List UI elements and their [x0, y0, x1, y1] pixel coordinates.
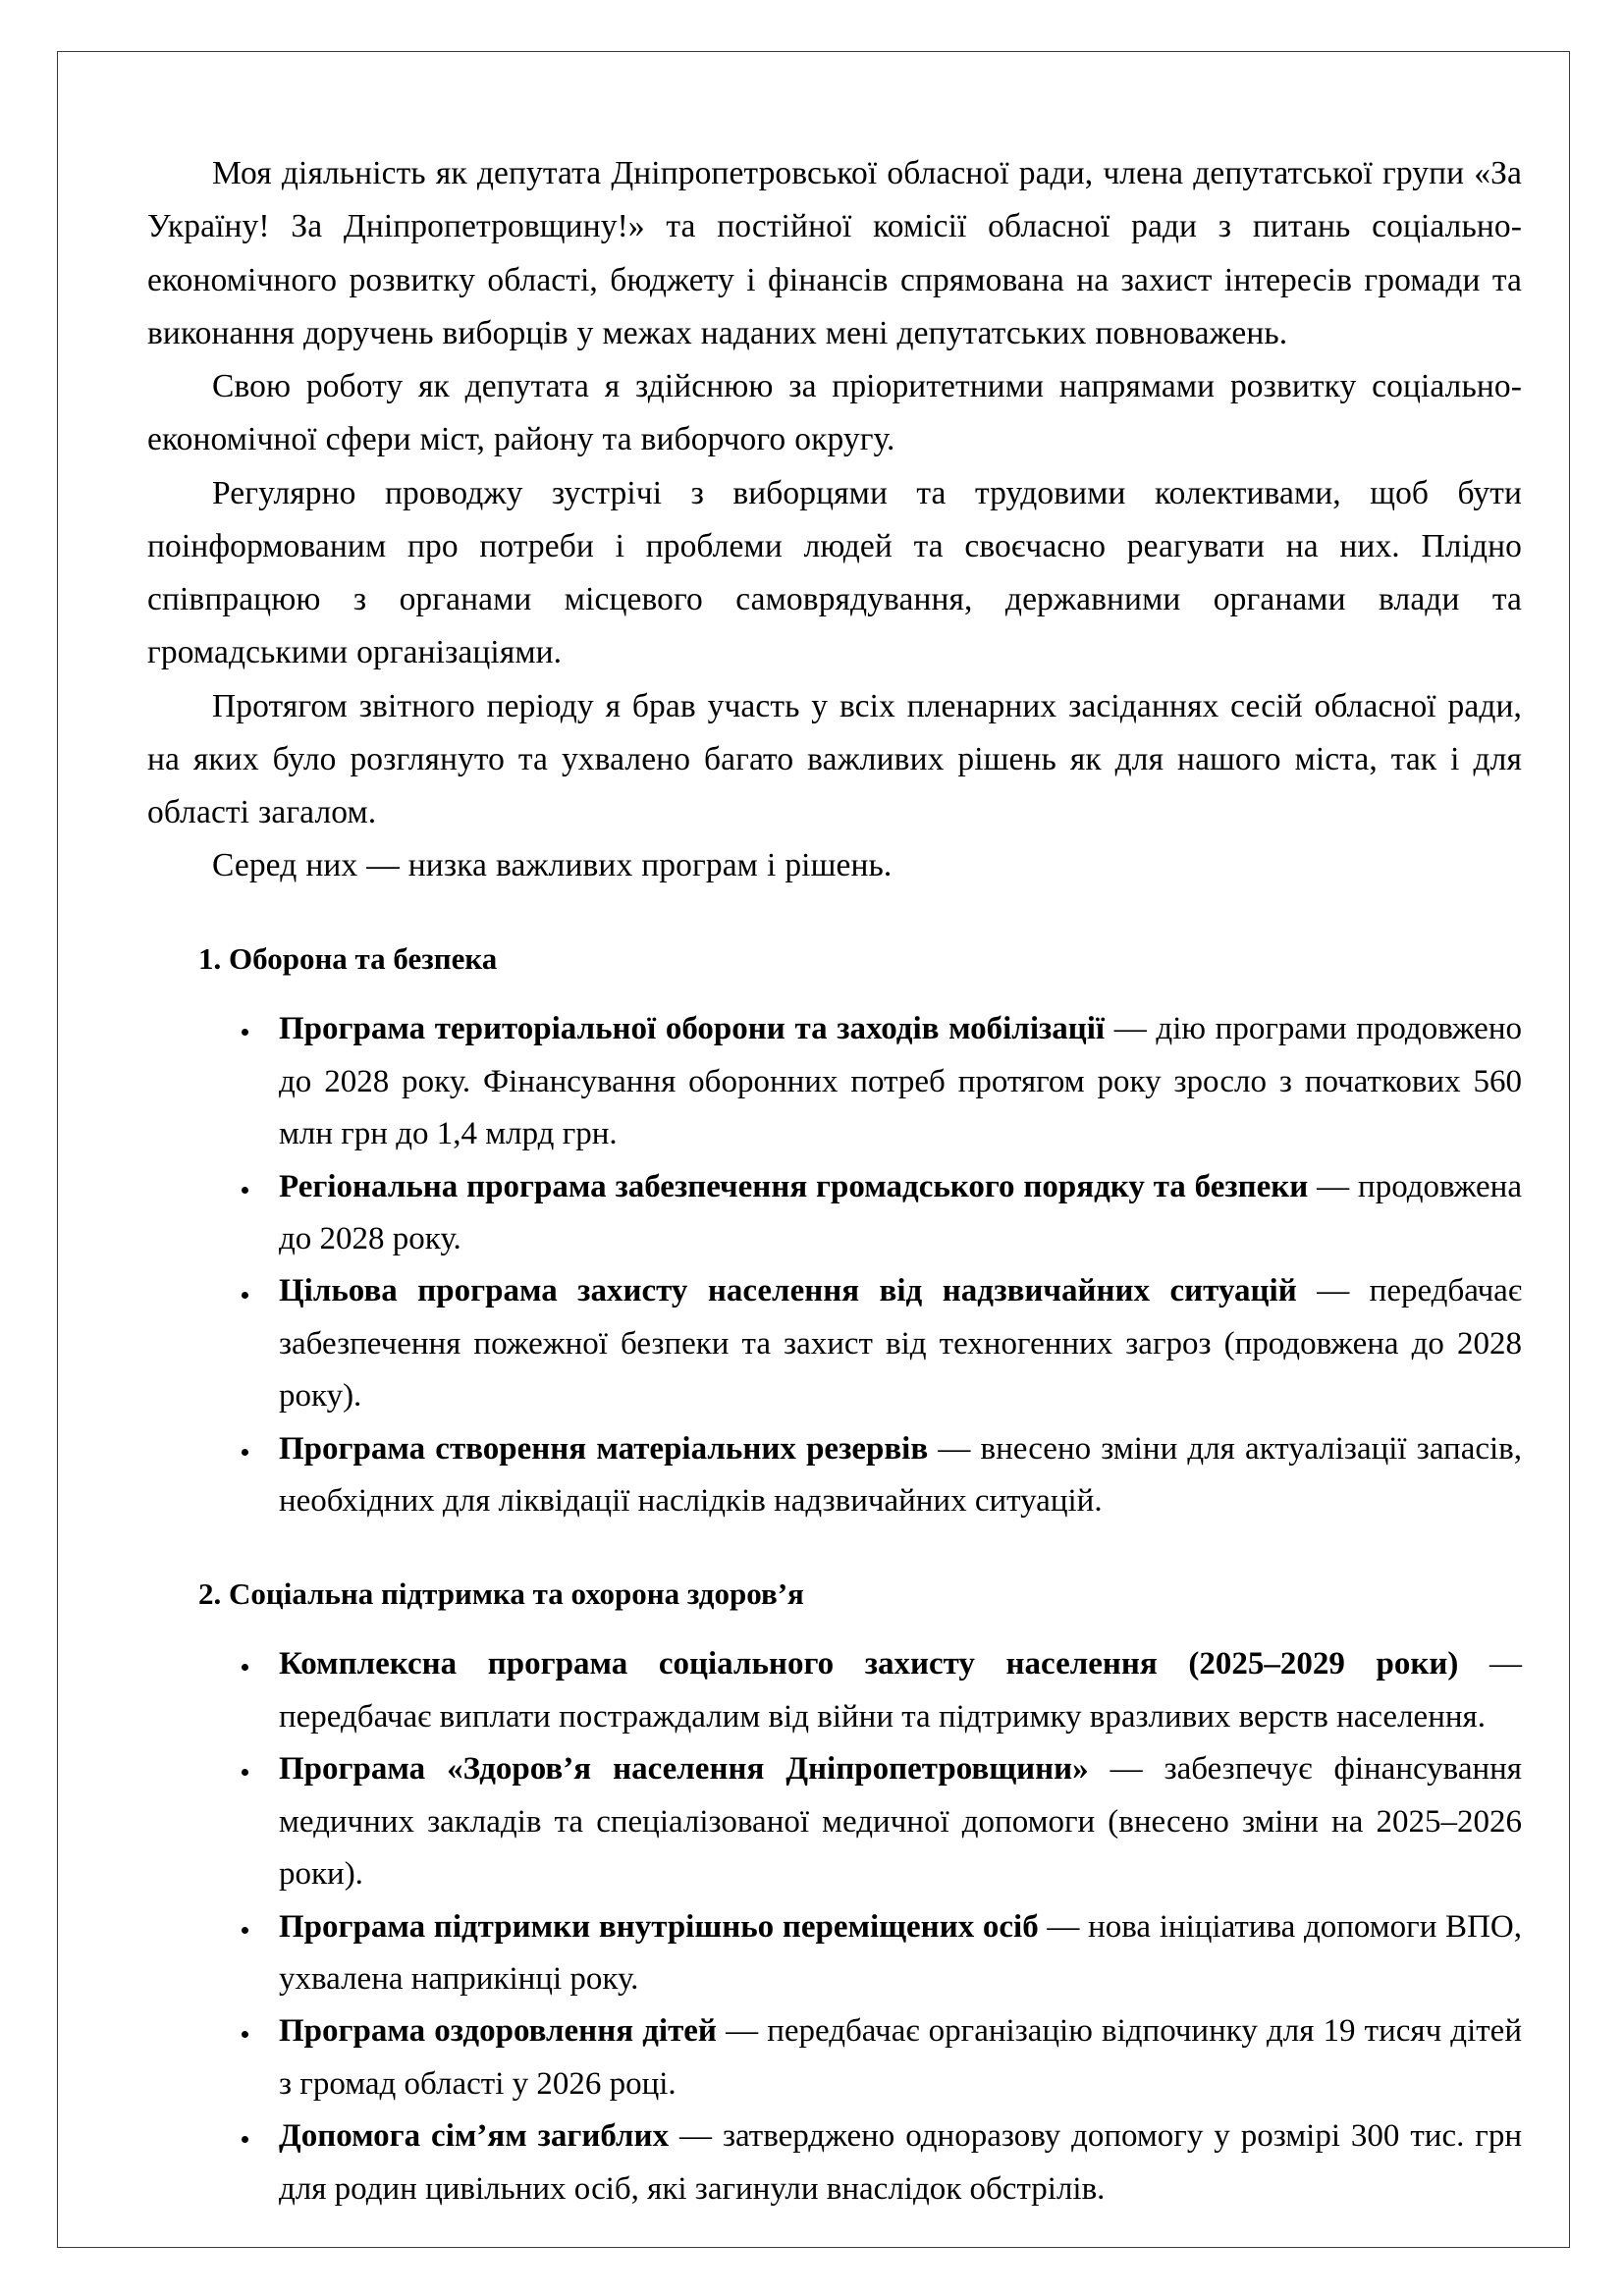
- list-item-rest: — нова ініціатива допомоги ВПО, ухвалена наприкінці року.: [279, 1908, 1522, 1997]
- list-item: [147, 1003, 1522, 1160]
- bullet-dot-icon: [242, 1449, 248, 1456]
- list-item-rest: — забезпечує фінансування медичних закладів та спеціалізованої медичної допомоги (внесено зміни на 2025–2026 роки).: [279, 1751, 1522, 1893]
- document-body: [147, 147, 1522, 2216]
- bullet-list-social: [147, 1638, 1522, 2216]
- list-item-rest: — дію програми продовжено до 2028 року. Фінансування оборонних потреб протягом року зросло з початкових 560 млн грн до 1,4 млрд грн.: [279, 1011, 1522, 1152]
- list-item-lead: Комплексна програма соціального захисту населення (2025–2029 роки): [279, 1646, 1459, 1682]
- list-item-lead: Регіональна програма забезпечення громадського порядку та безпеки: [279, 1168, 1309, 1204]
- bullet-dot-icon: [242, 1927, 248, 1934]
- list-item: [147, 2110, 1522, 2216]
- list-item: [147, 1423, 1522, 1528]
- list-item: [147, 1743, 1522, 1900]
- list-item-rest: — передбачає організацію відпочинку для 19 тисяч дітей з громад області у 2026 році.: [279, 2013, 1522, 2102]
- list-item-lead: Допомога сім’ям загиблих: [279, 2118, 670, 2155]
- paragraph-sessions: Протягом звітного періоду я брав участь у всіх пленарних засіданнях сесій обласної ради, на яких було розглянуто та ухвалено багато важливих рішень як для нашого міста, так і для області загалом.: [147, 687, 1522, 831]
- bullet-dot-icon: [242, 1664, 248, 1671]
- list-item-rest: — передбачає забезпечення пожежної безпеки та захист від техногенних загроз (продовжена до 2028 року).: [279, 1273, 1522, 1415]
- list-item-lead: Програма «Здоров’я населення Дніпропетровщини»: [279, 1751, 1089, 1788]
- paragraph-meetings: Регулярно проводжу зустрічі з виборцями та трудовими колективами, щоб бути поінформованим про потреби і проблеми людей та своєчасно реагувати на них. Плідно співпрацюю з органами місцевого самоврядування, державними органами влади та громадськими організаціями.: [147, 474, 1522, 671]
- bullet-dot-icon: [242, 1187, 248, 1194]
- bullet-dot-icon: [242, 1292, 248, 1299]
- list-item: [147, 1265, 1522, 1422]
- bullet-dot-icon: [242, 1769, 248, 1776]
- list-item-lead: Програма підтримки внутрішньо переміщених осіб: [279, 1908, 1039, 1945]
- list-item-rest: — затверджено одноразову допомогу у розмірі 300 тис. грн для родин цивільних осіб, які загинули внаслідок обстрілів.: [279, 2118, 1522, 2207]
- list-item-rest: — внесено зміни для актуалізації запасів, необхідних для ліквідації наслідків надзвичайних ситуацій.: [279, 1430, 1522, 1520]
- list-item-lead: Цільова програма захисту населення від надзвичайних ситуацій: [279, 1273, 1297, 1309]
- section-heading-social: 2. Соціальна підтримка та охорона здоров’я: [198, 1575, 804, 1611]
- bullet-dot-icon: [242, 1029, 248, 1036]
- paragraph-programs-lead: Серед них — низка важливих програм і рішень.: [212, 847, 893, 884]
- bullet-dot-icon: [242, 2136, 248, 2143]
- list-item: [147, 1638, 1522, 1743]
- paragraph-priorities: Свою роботу як депутата я здійснюю за пріоритетними напрямами розвитку соціально-економічної сфери міст, району та виборчого округу.: [147, 368, 1522, 458]
- list-item: [147, 1901, 1522, 2006]
- list-item: [147, 1161, 1522, 1266]
- list-item-lead: Програма створення матеріальних резервів: [279, 1430, 929, 1467]
- bullet-list-defense: [147, 1003, 1522, 1528]
- bullet-dot-icon: [242, 2031, 248, 2038]
- section-heading-defense: 1. Оборона та безпека: [198, 940, 498, 976]
- list-item-lead: Програма оздоровлення дітей: [279, 2013, 717, 2050]
- list-item-rest: — передбачає виплати постраждалим від війни та підтримку вразливих верств населення.: [279, 1646, 1522, 1735]
- list-item: [147, 2005, 1522, 2110]
- list-item-lead: Програма територіальної оборони та заходів мобілізації: [279, 1011, 1106, 1047]
- list-item-rest: — продовжена до 2028 року.: [279, 1168, 1522, 1257]
- paragraph-intro: Моя діяльність як депутата Дніпропетровської обласної ради, члена депутатської групи «За Україну! За Дніпропетровщину!» та постійної комісії обласної ради з питань соціально-економічного розвитку області, бюджету і фінансів спрямована на захист інтересів громади та виконання доручень виборців у межах наданих мені депутатських повноважень.: [147, 155, 1522, 351]
